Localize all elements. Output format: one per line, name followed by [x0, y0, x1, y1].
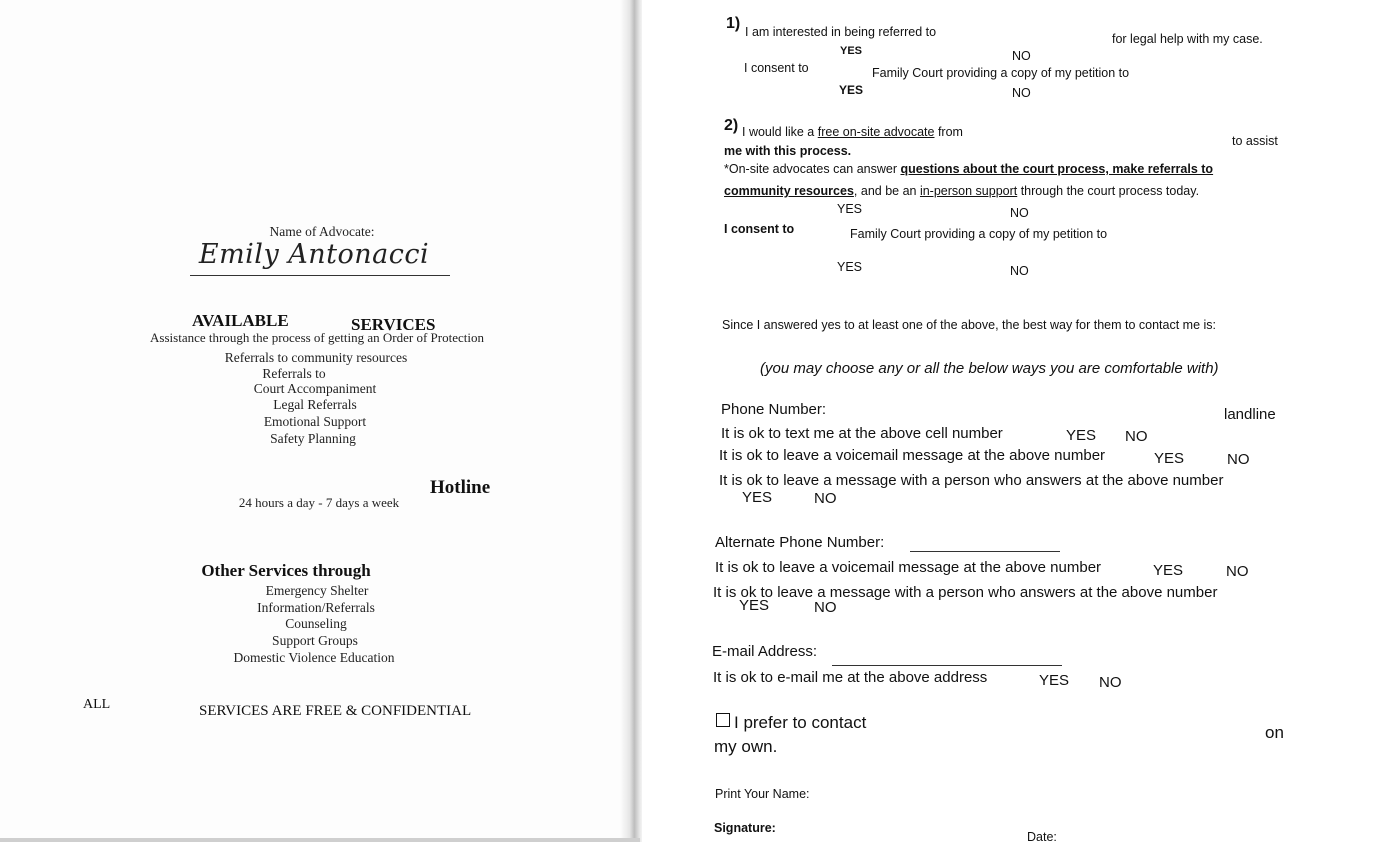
contact-choose: (you may choose any or all the below ways you are comfortable with) — [760, 360, 1219, 377]
email-yes[interactable]: YES — [1039, 672, 1070, 689]
voicemail-yes[interactable]: YES — [1154, 450, 1185, 467]
q1-consent-prefix: I consent to — [744, 61, 809, 75]
person-no[interactable]: NO — [814, 490, 837, 507]
hotline-label: Hotline — [430, 477, 491, 498]
prefer-contact-checkbox[interactable] — [716, 713, 730, 727]
footer-services-free-confidential: SERVICES ARE FREE & CONFIDENTIAL — [199, 703, 472, 719]
other-services-heading: Other Services through — [201, 561, 371, 580]
advocate-signature-line — [190, 275, 450, 276]
left-page-bottom-edge — [0, 838, 640, 842]
landline-label: landline — [1224, 406, 1276, 423]
prefer-contact-text: I prefer to contact — [734, 713, 867, 732]
other-item-information-referrals: Information/Referrals — [257, 600, 375, 615]
q2-consent-yes[interactable]: YES — [837, 260, 863, 274]
email-line — [832, 665, 1062, 666]
prefer-contact-on: on — [1265, 723, 1284, 742]
q2-text: I would like a free on-site advocate from — [742, 125, 963, 139]
q2-consent-no[interactable]: NO — [1010, 264, 1029, 278]
q1-consent-yes[interactable]: YES — [839, 83, 864, 97]
alt-voicemail-no[interactable]: NO — [1226, 563, 1249, 580]
date-label: Date: — [1027, 830, 1057, 842]
voicemail-no[interactable]: NO — [1227, 451, 1250, 468]
q2-yes[interactable]: YES — [837, 202, 863, 216]
alt-person-ok: It is ok to leave a message with a person who answers at the above number — [713, 584, 1218, 601]
q2-note-line2: community resources, and be an in-person support through the court process today. — [724, 184, 1200, 198]
alt-phone-label: Alternate Phone Number: — [715, 534, 885, 551]
email-ok: It is ok to e-mail me at the above address — [713, 669, 988, 686]
right-page — [642, 0, 1373, 842]
email-no[interactable]: NO — [1099, 674, 1122, 691]
print-name-label: Print Your Name: — [715, 787, 810, 801]
q2-consent-text: Family Court providing a copy of my petition to — [850, 227, 1108, 241]
service-item-order-of-protection: Assistance through the process of getting an Order of Protection — [150, 330, 484, 345]
service-item-safety-planning: Safety Planning — [270, 431, 356, 446]
q1-text-end: for legal help with my case. — [1112, 32, 1263, 46]
available-heading-word1: AVAILABLE — [192, 311, 289, 330]
hotline-hours: 24 hours a day - 7 days a week — [238, 495, 400, 510]
alt-phone-line — [910, 551, 1060, 552]
q2-consent-prefix: I consent to — [724, 222, 795, 236]
q2-text-end: to assist — [1232, 134, 1278, 148]
q2-note-line1: *On-site advocates can answer questions about the court process, make referrals to — [724, 162, 1214, 176]
advocate-signature: Emily Antonacci — [198, 239, 430, 270]
footer-all: ALL — [83, 697, 111, 712]
alt-person-yes[interactable]: YES — [739, 597, 770, 614]
q1-text: I am interested in being referred to — [745, 25, 937, 39]
q1-consent-text: Family Court providing a copy of my petition to — [872, 66, 1130, 80]
available-heading-word2: SERVICES — [351, 315, 436, 334]
service-item-court-accompaniment: Court Accompaniment — [253, 381, 377, 396]
contact-intro: Since I answered yes to at least one of the above, the best way for them to contact me is: — [722, 318, 1217, 332]
other-item-dv-education: Domestic Violence Education — [233, 650, 395, 665]
other-item-counseling: Counseling — [285, 616, 347, 631]
text-ok: It is ok to text me at the above cell number — [721, 425, 1003, 442]
text-no[interactable]: NO — [1125, 428, 1148, 445]
q2-line2: me with this process. — [724, 144, 852, 158]
email-label: E-mail Address: — [712, 643, 818, 660]
q2-no[interactable]: NO — [1010, 206, 1029, 220]
prefer-contact-own: my own. — [714, 737, 778, 756]
phone-label: Phone Number: — [721, 401, 827, 418]
alt-person-no[interactable]: NO — [814, 599, 837, 616]
q1-yes[interactable]: YES — [840, 45, 863, 57]
q1-no[interactable]: NO — [1012, 49, 1031, 63]
left-page — [0, 0, 638, 842]
q2-number: 2) — [724, 117, 739, 134]
service-item-community-referrals: Referrals to community resources — [224, 350, 408, 365]
text-yes[interactable]: YES — [1066, 427, 1097, 444]
service-item-referrals-to: Referrals to — [262, 366, 326, 381]
alt-voicemail-ok: It is ok to leave a voicemail message at the above number — [715, 559, 1102, 576]
signature-label: Signature: — [714, 821, 776, 835]
service-item-emotional-support: Emotional Support — [263, 414, 367, 429]
advocate-label: Name of Advocate: — [269, 224, 375, 239]
page-gutter-shadow — [620, 0, 644, 842]
other-item-support-groups: Support Groups — [272, 633, 358, 648]
voicemail-ok: It is ok to leave a voicemail message at the above number — [719, 447, 1106, 464]
alt-voicemail-yes[interactable]: YES — [1153, 562, 1184, 579]
service-item-legal-referrals: Legal Referrals — [273, 397, 357, 412]
person-ok: It is ok to leave a message with a person who answers at the above number — [719, 472, 1224, 489]
other-item-emergency-shelter: Emergency Shelter — [265, 583, 369, 598]
q1-number: 1) — [726, 15, 741, 32]
person-yes[interactable]: YES — [742, 489, 773, 506]
q1-consent-no[interactable]: NO — [1012, 86, 1031, 100]
